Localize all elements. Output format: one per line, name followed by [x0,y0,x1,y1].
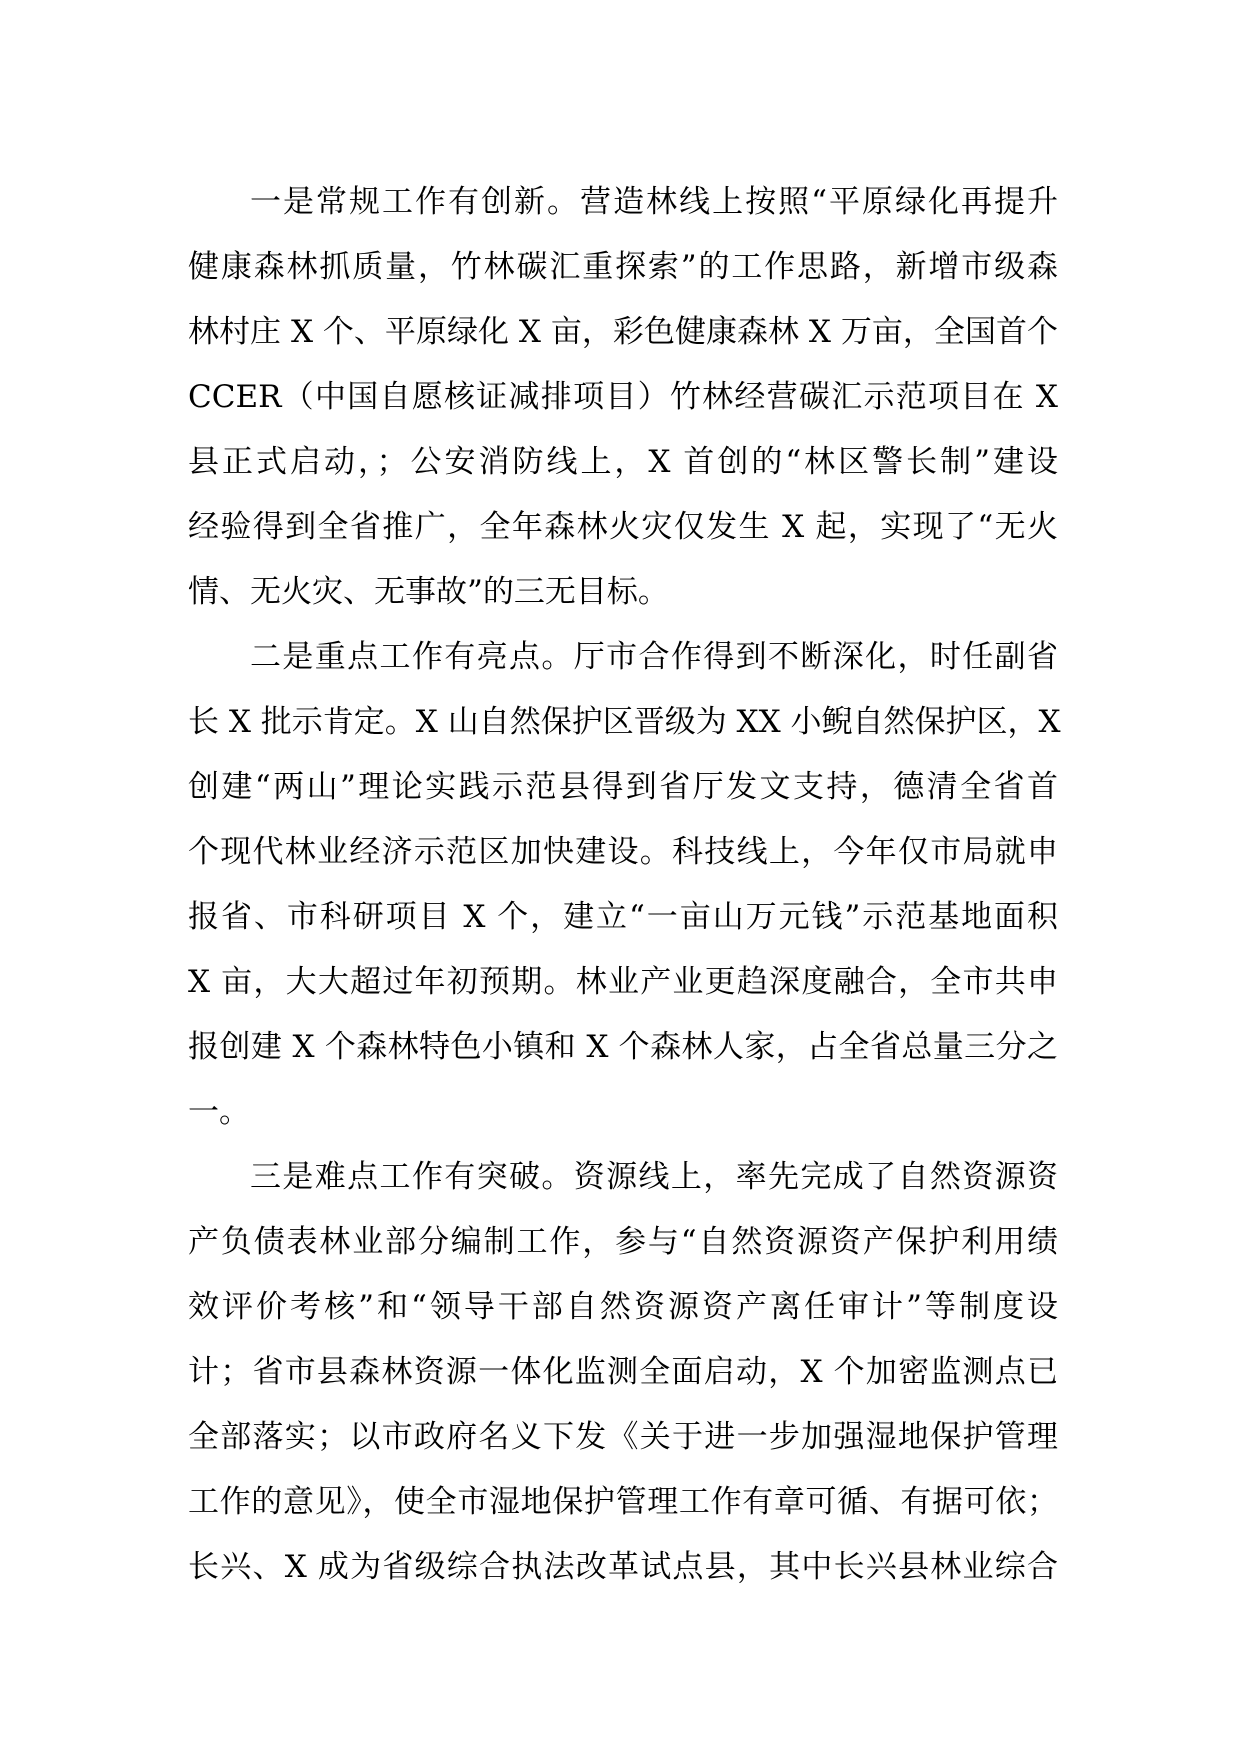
text-line: 情、无火灾、无事故”的三无目标。 [188,574,669,610]
text-line: 报创建 X 个森林特色小镇和 X 个森林人家，占全省总量三分之 [188,1029,1058,1065]
text-line: 一。 [188,1094,250,1130]
text-line: 个现代林业经济示范区加快建设。科技线上，今年仅市局就申 [188,834,1058,870]
text-line: 林村庄 X 个、平原绿化 X 亩，彩色健康森林 X 万亩，全国首个 [188,314,1058,350]
document-body [188,170,1061,1600]
text-line: 创建“两山”理论实践示范县得到省厅发文支持，德清全省首 [188,769,1058,805]
paragraph-key-work [188,625,1061,1145]
text-line: 效评价考核”和“领导干部自然资源资产离任审计”等制度设 [188,1289,1058,1325]
text-line: 三是难点工作有突破。资源线上，率先完成了自然资源资 [250,1159,1058,1195]
text-line: 二是重点工作有亮点。厅市合作得到不断深化，时任副省 [250,639,1058,675]
text-line: 计；省市县森林资源一体化监测全面启动，X 个加密监测点已 [188,1354,1058,1390]
text-line: X 亩，大大超过年初预期。林业产业更趋深度融合，全市共申 [188,964,1058,1000]
text-line: 报省、市科研项目 X 个，建立“一亩山万元钱”示范基地面积 [188,899,1058,935]
text-line: 工作的意见》，使全市湿地保护管理工作有章可循、有据可依； [188,1484,1058,1520]
text-line: 全部落实；以市政府名义下发《关于进一步加强湿地保护管理 [188,1419,1058,1455]
text-line: 产负债表林业部分编制工作，参与“自然资源资产保护利用绩 [188,1224,1058,1260]
paragraph-routine-work [188,170,1058,625]
text-line: 长 X 批示肯定。X 山自然保护区晋级为 XX 小鲵自然保护区，X [188,704,1061,740]
paragraph-difficult-work [188,1145,1058,1600]
text-line: CCER（中国自愿核证减排项目）竹林经营碳汇示范项目在 X [188,379,1058,415]
text-line: 长兴、X 成为省级综合执法改革试点县，其中长兴县林业综合 [188,1549,1058,1585]
text-line: 县正式启动，；公安消防线上，X 首创的“林区警长制”建设 [188,444,1058,480]
text-line: 一是常规工作有创新。营造林线上按照“平原绿化再提升 [250,184,1058,220]
text-line: 经验得到全省推广，全年森林火灾仅发生 X 起，实现了“无火 [188,509,1058,545]
text-line: 健康森林抓质量，竹林碳汇重探索”的工作思路，新增市级森 [188,249,1058,285]
